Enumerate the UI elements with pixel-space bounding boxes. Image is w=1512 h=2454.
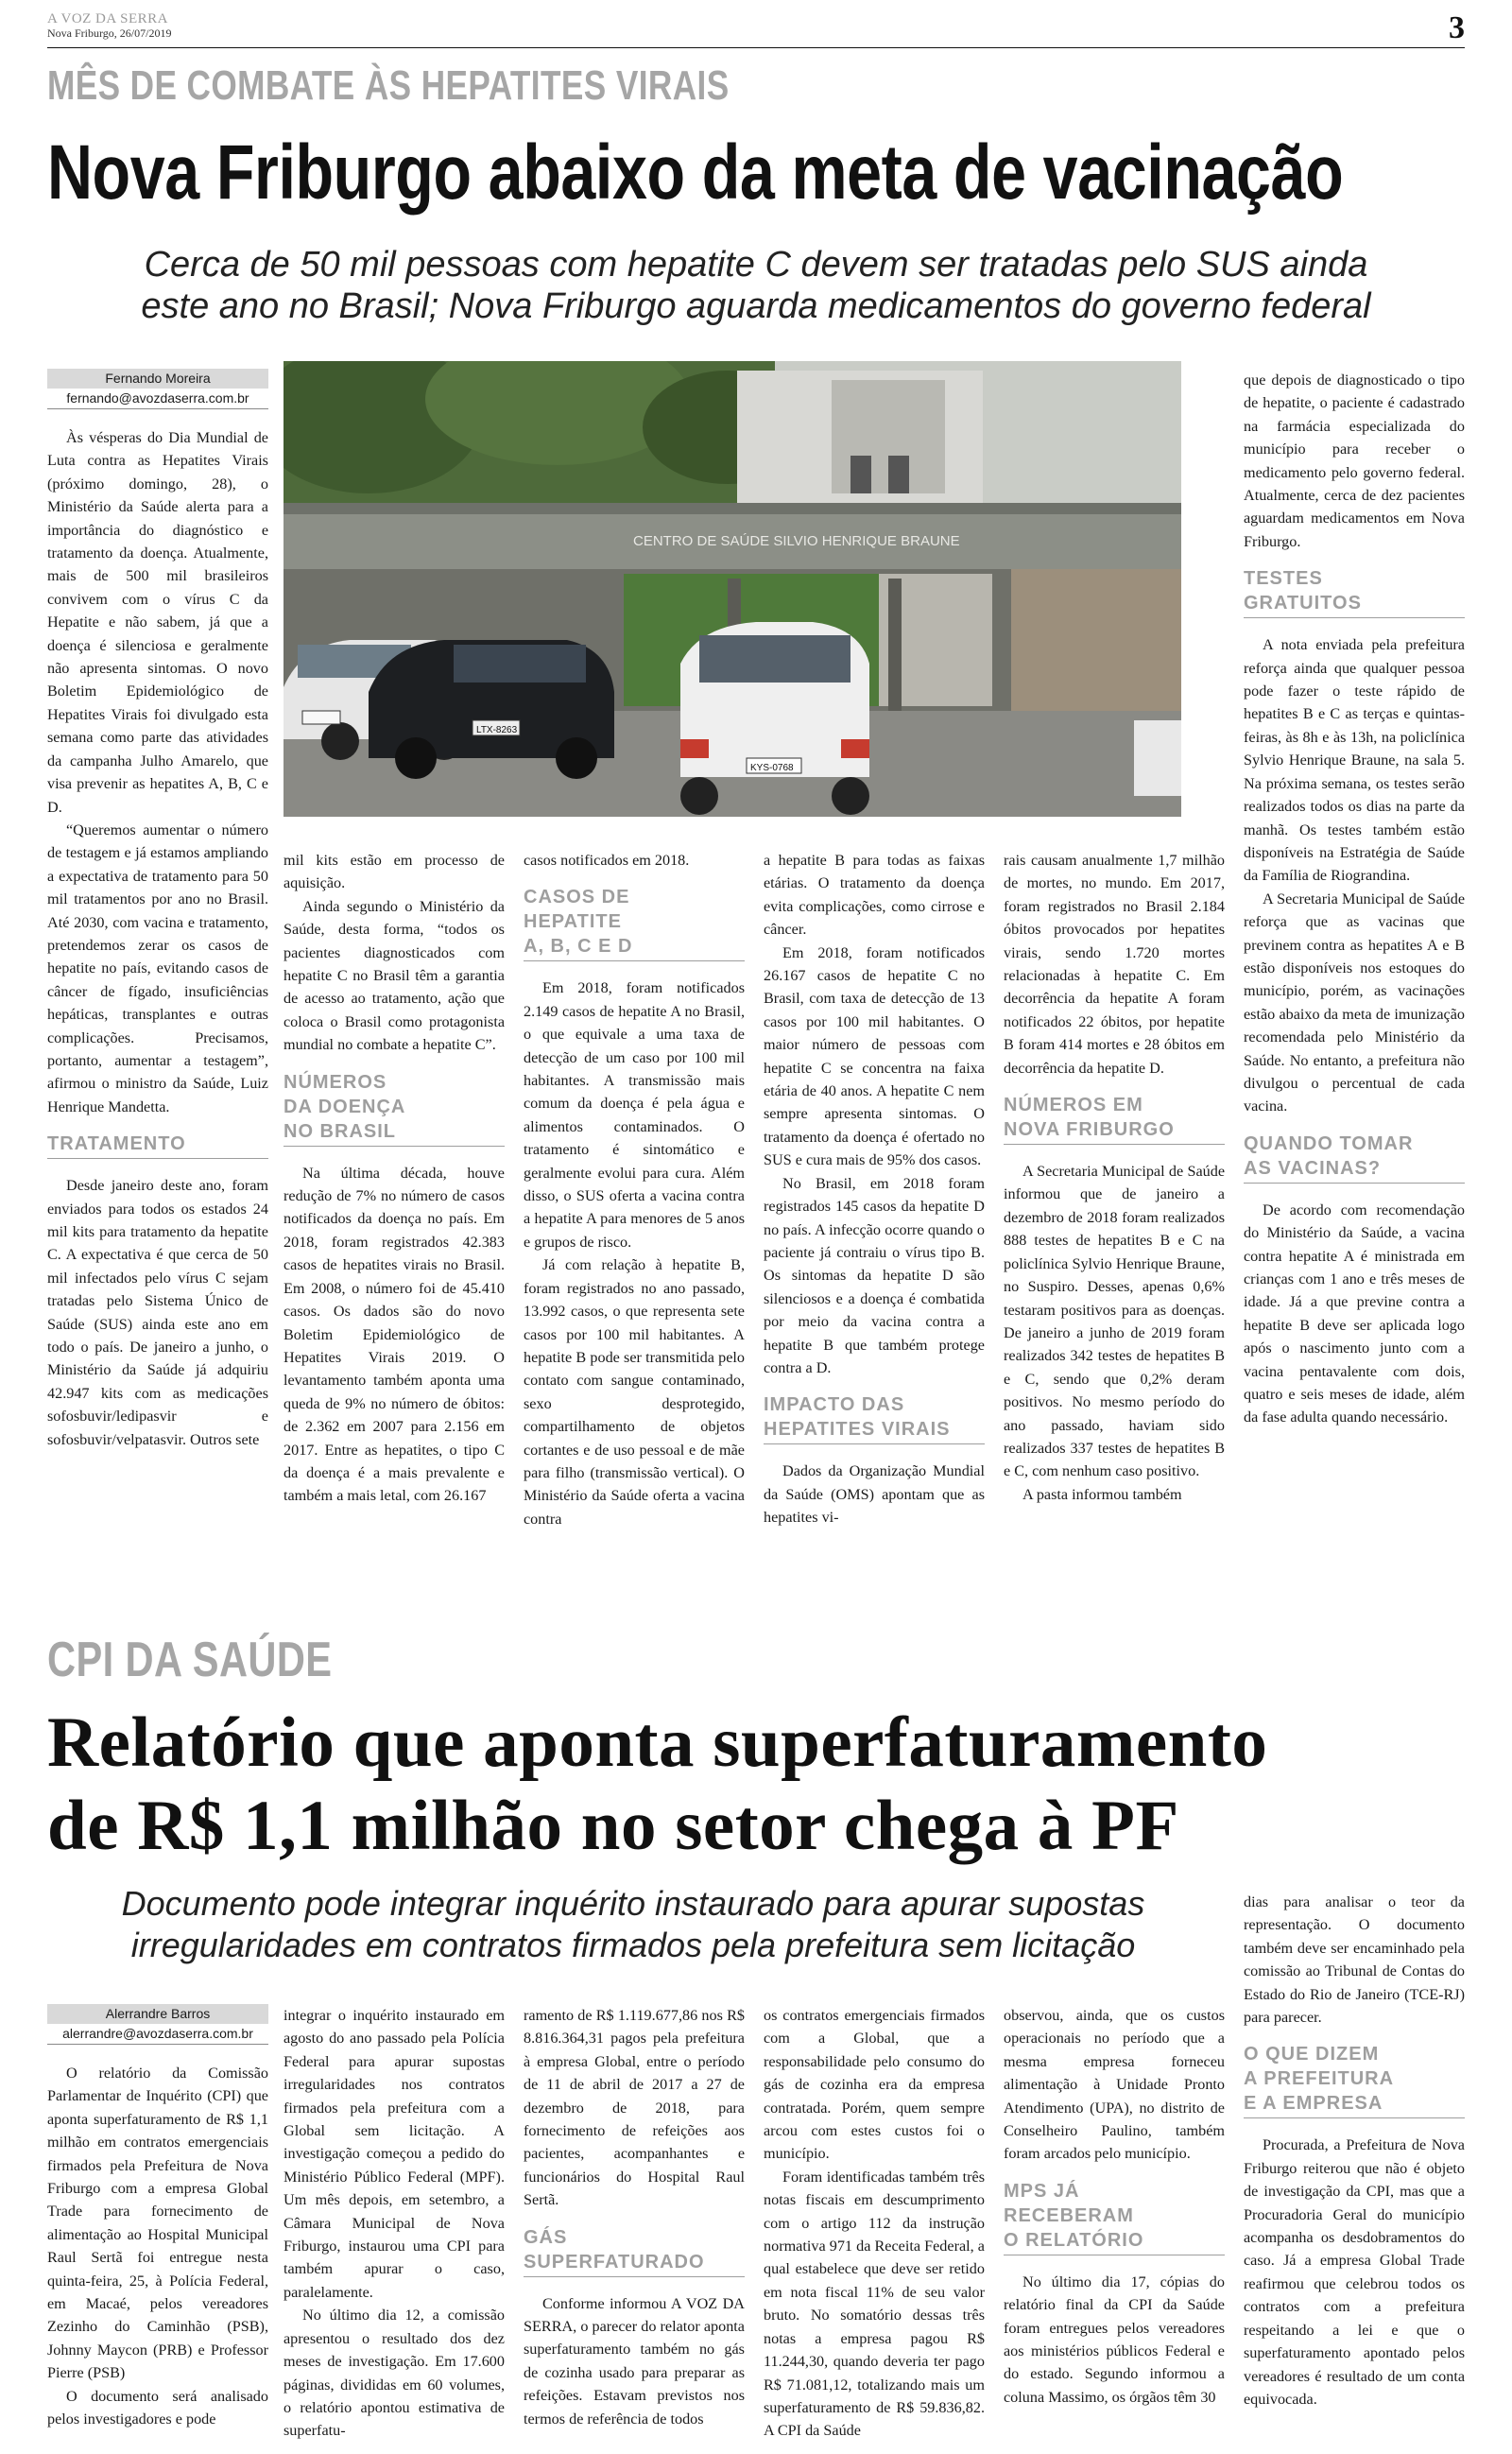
article2-column-4 — [764, 2004, 985, 2445]
paragraph: rais causam anualmente 1,7 milhão de mortes, no mundo. Em 2017, foram registrados no Brasil 2.184 óbitos provocados por hepatites virais, sendo 1.720 mortes relacionadas à hepatite C. Em decorrência da hepatite A foram notificados 22 óbitos, por hepatite B foram 414 mortes e 28 óbitos em decorrência da hepatite D. — [1004, 852, 1225, 1077]
paragraph: No Brasil, em 2018 foram registrados 145 casos da hepatite D no país. A infecção ocorre quando o paciente já contraiu o vírus tipo B. Os sintomas da hepatite D são silenciosos e a doença é combatida por meio da vacina contra a hepatite B que também protege contra a D. — [764, 1174, 985, 1376]
masthead — [47, 11, 1465, 45]
byline-name: Alerrandre Barros — [47, 2004, 268, 2024]
byline-email: fernando@avozdaserra.com.br — [47, 389, 268, 409]
paragraph: Procurada, a Prefeitura de Nova Friburgo reiterou que não é objeto de investigação da CPI, mas que a Procuradoria Geral do município acompanha os desdobramentos do caso. Já a empresa Global Trade reafirmou que celebrou todos os contratos com a prefeitura respeitando a lei e que o superfaturamento apontado pelos vereadores é resultado de um conta equivocada. — [1244, 2136, 1465, 2408]
article1-kicker: MÊS DE COMBATE ÀS HEPATITES VIRAIS — [47, 62, 730, 109]
health-center-illustration — [284, 361, 1181, 817]
paragraph: casos notificados em 2018. — [524, 852, 690, 869]
article2-column-1 — [47, 2004, 268, 2445]
article1-column-5 — [1004, 849, 1225, 1616]
paragraph: dias para analisar o teor da representação. O documento também deve ser encaminhado pela comissão ao Tribunal de Contas do Estado do Rio de Janeiro (TCE-RJ) para parecer. — [1244, 1893, 1465, 2027]
paragraph: Em 2018, foram notificados 2.149 casos de hepatite A no Brasil, o que equivale a uma taxa de detecção de um caso por 100 mil habitantes. A transmissão mais comum da doença é pela água e alimentos contaminados. O tratamento é sintomático e geralmente evolui para cura. Além disso, o SUS oferta a vacina contra a hepatite A para menores de 5 anos e grupos de risco. — [524, 979, 745, 1251]
article1-column-2 — [284, 849, 505, 1616]
paragraph: O documento será analisado pelos investigadores e pode — [47, 2387, 268, 2428]
article2-headline-line2: de R$ 1,1 milhão no setor chega à PF — [47, 1787, 1179, 1865]
article1-headline: Nova Friburgo abaixo da meta de vacinação — [47, 130, 1344, 216]
subhead-testes-gratuitos: TESTES GRATUITOS — [1244, 566, 1465, 618]
article2-column-6 — [1244, 1891, 1465, 2445]
article1-byline — [47, 369, 268, 409]
subhead-gas-superfaturado: GÁS SUPERFATURADO — [524, 2225, 745, 2277]
article2-headline-line1: Relatório que aponta superfaturamento — [47, 1703, 1268, 1782]
paragraph: Foram identificadas também três notas fiscais em descumprimento com o artigo 112 da instrução normativa 971 da Receita Federal, a qual estabelece que deve ser retido em nota fiscal 11% de seu valor bruto. No somatório dessas três notas a empresa pagou R$ 11.244,30, quando deveria ter pago R$ 71.081,12, totalizando mais um superfaturamento de R$ 59.836,82. A CPI da Saúde — [764, 2168, 985, 2440]
photo-plate-left: LTX-8263 — [476, 725, 518, 735]
paragraph: integrar o inquérito instaurado em agosto do ano passado pela Polícia Federal para apurar supostas irregularidades nos contratos firmados pela prefeitura com a Global sem licitação. A investigação começou a pedido do Ministério Público Federal (MPF). Um mês depois, em setembro, a Câmara Municipal de Nova Friburgo, instaurou uma CPI para também apurar o caso, paralelamente. — [284, 2007, 505, 2301]
paragraph: os contratos emergenciais firmados com a Global, que a responsabilidade pelo consumo do gás de cozinha era da empresa contratada. Porém, quem sempre arcou com estes custos foi o município. — [764, 2007, 985, 2163]
subhead-o-que-dizem: O QUE DIZEM A PREFEITURA E A EMPRESA — [1244, 2042, 1465, 2118]
paragraph: observou, ainda, que os custos operacionais no período que a mesma empresa forneceu alimentação à Unidade Pronto Atendimento (UPA), no distrito de Conselheiro Paulino, também foram arcados pelo município. — [1004, 2007, 1225, 2163]
article1-column-1 — [47, 369, 268, 1616]
paragraph: ramento de R$ 1.119.677,86 nos R$ 8.816.364,31 pagos pela prefeitura à empresa Global, entre o período de 11 de abril de 2017 a 27 de dezembro de 2018, para fornecimento de refeições aos pacientes, acompanhantes e funcionários do Hospital Raul Sertã. — [524, 2007, 745, 2209]
health-center-photo — [284, 361, 1181, 817]
paragraph: Às vésperas do Dia Mundial de Luta contra as Hepatites Virais (próximo domingo, 28), o Ministério da Saúde alerta para a importância do diagnóstico e tratamento da doença. Atualmente, mais de 500 mil brasileiros convivem com o vírus C da Hepatite e não sabem, já que a doença é silenciosa e geralmente não apresenta sintomas. O novo Boletim Epidemiológico de Hepatites Virais foi divulgado esta semana como parte das atividades da campanha Julho Amarelo, que visa prevenir as hepatites A, B, C e D. — [47, 429, 268, 816]
article2-column-3 — [524, 2004, 745, 2445]
paragraph: a hepatite B para todas as faixas etárias. O tratamento da doença evita complicações, como cirrose e câncer. — [764, 852, 985, 939]
page-number: 3 — [1449, 10, 1465, 45]
photo-building-sign: CENTRO DE SAÚDE SILVIO HENRIQUE BRAUNE — [633, 533, 960, 549]
paragraph: Na última década, houve redução de 7% no número de casos notificados da doença no país. Em 2018, foram registrados 42.383 casos de hepatites virais no Brasil. Em 2008, o número foi de 45.410 casos. Os dados são do novo Boletim Epidemiológico de Hepatites Virais 2019. O levantamento também aponta uma queda de 9% no número de óbitos: de 2.362 em 2007 para 2.156 em 2017. Entre as hepatites, o tipo C da doença é a mais prevalente e também a mais letal, com 26.167 — [284, 1164, 505, 1505]
paragraph: A nota enviada pela prefeitura reforça ainda que qualquer pessoa pode fazer o teste rápido de hepatites B e C as terças e quintas-feiras, às 8h e às 13h, na policlínica Sylvio Henrique Braune, na sala 5. Na próxima semana, os testes serão realizados todos os dias na parte da manhã. Os testes também estão disponíveis na Estratégia de Saúde da Família de Riograndina. — [1244, 636, 1465, 885]
paragraph: Em 2018, foram notificados 26.167 casos de hepatite C no Brasil, com taxa de detecção de 13 casos por 100 mil habitantes. O maior número de pessoas com hepatite C se concentra na faixa etária de 40 anos. A hepatite C nem sempre apresenta sintomas. O tratamento da doença é ofertado no SUS e cura mais de 95% dos casos. — [764, 943, 985, 1169]
paragraph: mil kits estão em processo de aquisição. — [284, 852, 505, 892]
article1-deck: Cerca de 50 mil pessoas com hepatite C devem ser tratadas pelo SUS ainda este ano no Brasil; Nova Friburgo aguarda medicamentos do governo federal — [141, 245, 1371, 326]
paragraph: O relatório da Comissão Parlamentar de Inquérito (CPI) que aponta superfaturamento de R$ 1,1 milhão em contratos emergenciais firmados pela Prefeitura de Nova Friburgo com a empresa Global Trade para fornecimento de alimentação ao Hospital Municipal Raul Sertã foi entregue nesta quinta-feira, 25, à Polícia Federal, em Macaé, pelos vereadores Zezinho do Caminhão (PSB), Johnny Maycon (PRB) e Professor Pierre (PSB) — [47, 2065, 268, 2382]
newspaper-name: A VOZ DA SERRA — [47, 11, 168, 26]
paragraph: Ainda segundo o Ministério da Saúde, desta forma, “todos os pacientes diagnosticados com hepatite C no Brasil têm a garantia de acesso ao tratamento, ação que coloca o Brasil como protagonista mundial no combate a hepatite C”. — [284, 897, 505, 1054]
subhead-numeros-doenca: NÚMEROS DA DOENÇA NO BRASIL — [284, 1070, 505, 1147]
article2-byline — [47, 2004, 268, 2045]
black-car — [369, 640, 614, 779]
paragraph: No último dia 12, a comissão apresentou o resultado dos dez meses de investigação. Em 17.600 páginas, divididas em 60 volumes, o relatório apontou estimativa de superfatu- — [284, 2307, 505, 2440]
article1-column-3 — [524, 849, 745, 1616]
article1-column-6 — [1244, 369, 1465, 1616]
edition-date: Nova Friburgo, 26/07/2019 — [47, 26, 172, 40]
byline-name: Fernando Moreira — [47, 369, 268, 389]
paragraph: Desde janeiro deste ano, foram enviados para todos os estados 24 mil kits para tratamento da hepatite C. A expectativa é que cerca de 50 mil infectados pelo vírus C sejam tratadas pelo Sistema Único de Saúde (SUS) ainda este ano em todo o país. De janeiro a junho, o Ministério da Saúde já adquiriu 42.947 kits com as medicações sofosbuvir/ledipasvir e sofosbuvir/velpatasvir. Outros sete — [47, 1177, 268, 1448]
article1-column-4 — [764, 849, 985, 1616]
subhead-impacto: IMPACTO DAS HEPATITES VIRAIS — [764, 1392, 985, 1444]
subhead-mps-receberam: MPS JÁ RECEBERAM O RELATÓRIO — [1004, 2179, 1225, 2255]
subhead-numeros-nova-friburgo: NÚMEROS EM NOVA FRIBURGO — [1004, 1093, 1225, 1145]
paragraph: A Secretaria Municipal de Saúde reforça que as vacinas que previnem contra as hepatites A e B estão disponíveis nos estoques do município, porém, as vacinações estão abaixo da meta de imunização recomendada pelo Ministério da Saúde. No entanto, a prefeitura não divulgou o percentual de cada vacina. — [1244, 890, 1465, 1115]
article2-column-5 — [1004, 2004, 1225, 2445]
paragraph: “Queremos aumentar o número de testagem e já estamos ampliando a expectativa de tratamento para 50 mil tratamentos por ano no Brasil. Até 2030, com vacina e tratamento, pretendemos zerar os casos de hepatite no país, evitando casos de câncer de fígado, insuficiências hepáticas, transplantes e outras complicações. Precisamos, portanto, aumentar a testagem”, afirmou o ministro da Saúde, Luiz Henrique Mandetta. — [47, 821, 268, 1115]
article2-kicker: CPI DA SAÚDE — [47, 1633, 333, 1687]
byline-email: alerrandre@avozdaserra.com.br — [47, 2024, 268, 2045]
article2-deck: Documento pode integrar inquérito instaurado para apurar supostas irregularidades em contratos firmados pela prefeitura sem licitação — [121, 1884, 1145, 1964]
paragraph: No último dia 17, cópias do relatório final da CPI da Saúde foram entregues pelos vereadores aos ministérios públicos Federal e do estado. Segundo informou a coluna Massimo, os órgãos têm 30 — [1004, 2273, 1225, 2406]
paragraph: que depois de diagnosticado o tipo de hepatite, o paciente é cadastrado na farmácia especializada do município para receber o medicamento pelo governo federal. Atualmente, cerca de dez pacientes aguardam medicamentos em Nova Friburgo. — [1244, 372, 1465, 550]
photo-plate-right: KYS-0768 — [750, 763, 794, 773]
masthead-rule — [47, 47, 1465, 48]
subhead-quando-tomar: QUANDO TOMAR AS VACINAS? — [1244, 1132, 1465, 1184]
paragraph: Já com relação à hepatite B, foram registrados no ano passado, 13.992 casos, o que representa sete casos por 100 mil habitantes. A hepatite B pode ser transmitida pelo contato com sangue contaminado, sexo desprotegido, compartilhamento de objetos cortantes e de uso pessoal e de mãe para filho (transmissão vertical). O Ministério da Saúde oferta a vacina contra — [524, 1256, 745, 1528]
paragraph: De acordo com recomendação do Ministério da Saúde, a vacina contra hepatite A é ministrada em crianças com 1 ano e três meses de idade. Já a que previne contra a hepatite B deve ser aplicada logo após o nascimento junto com a vacina pentavalente com dois, quatro e seis meses de idade, além da fase adulta quando necessário. — [1244, 1201, 1465, 1426]
paragraph: A Secretaria Municipal de Saúde informou que de janeiro a dezembro de 2018 foram realizados 888 testes de hepatites B e C na policlínica Sylvio Henrique Braune, no Suspiro. Desses, apenas 0,6% testaram positivos para as doenças. De janeiro a junho de 2019 foram realizados 342 testes de hepatites B e C, sendo que 0,2% deram positivos. No mesmo período do ano passado, haviam sido realizados 337 testes de hepatites B e C, com nenhum caso positivo. — [1004, 1163, 1225, 1480]
paragraph: A pasta informou também — [1022, 1485, 1182, 1503]
paragraph: Conforme informou A VOZ DA SERRA, o parecer do relator aponta superfaturamento também no gás de cozinha usado para preparar as refeições. Estavam previstos nos termos de referência de todos — [524, 2294, 745, 2428]
paragraph: Dados da Organização Mundial da Saúde (OMS) apontam que as hepatites vi- — [764, 1462, 985, 1527]
article2-column-2 — [284, 2004, 505, 2445]
subhead-tratamento: TRATAMENTO — [47, 1132, 268, 1159]
subhead-casos-hepatite: CASOS DE HEPATITE A, B, C E D — [524, 885, 745, 961]
